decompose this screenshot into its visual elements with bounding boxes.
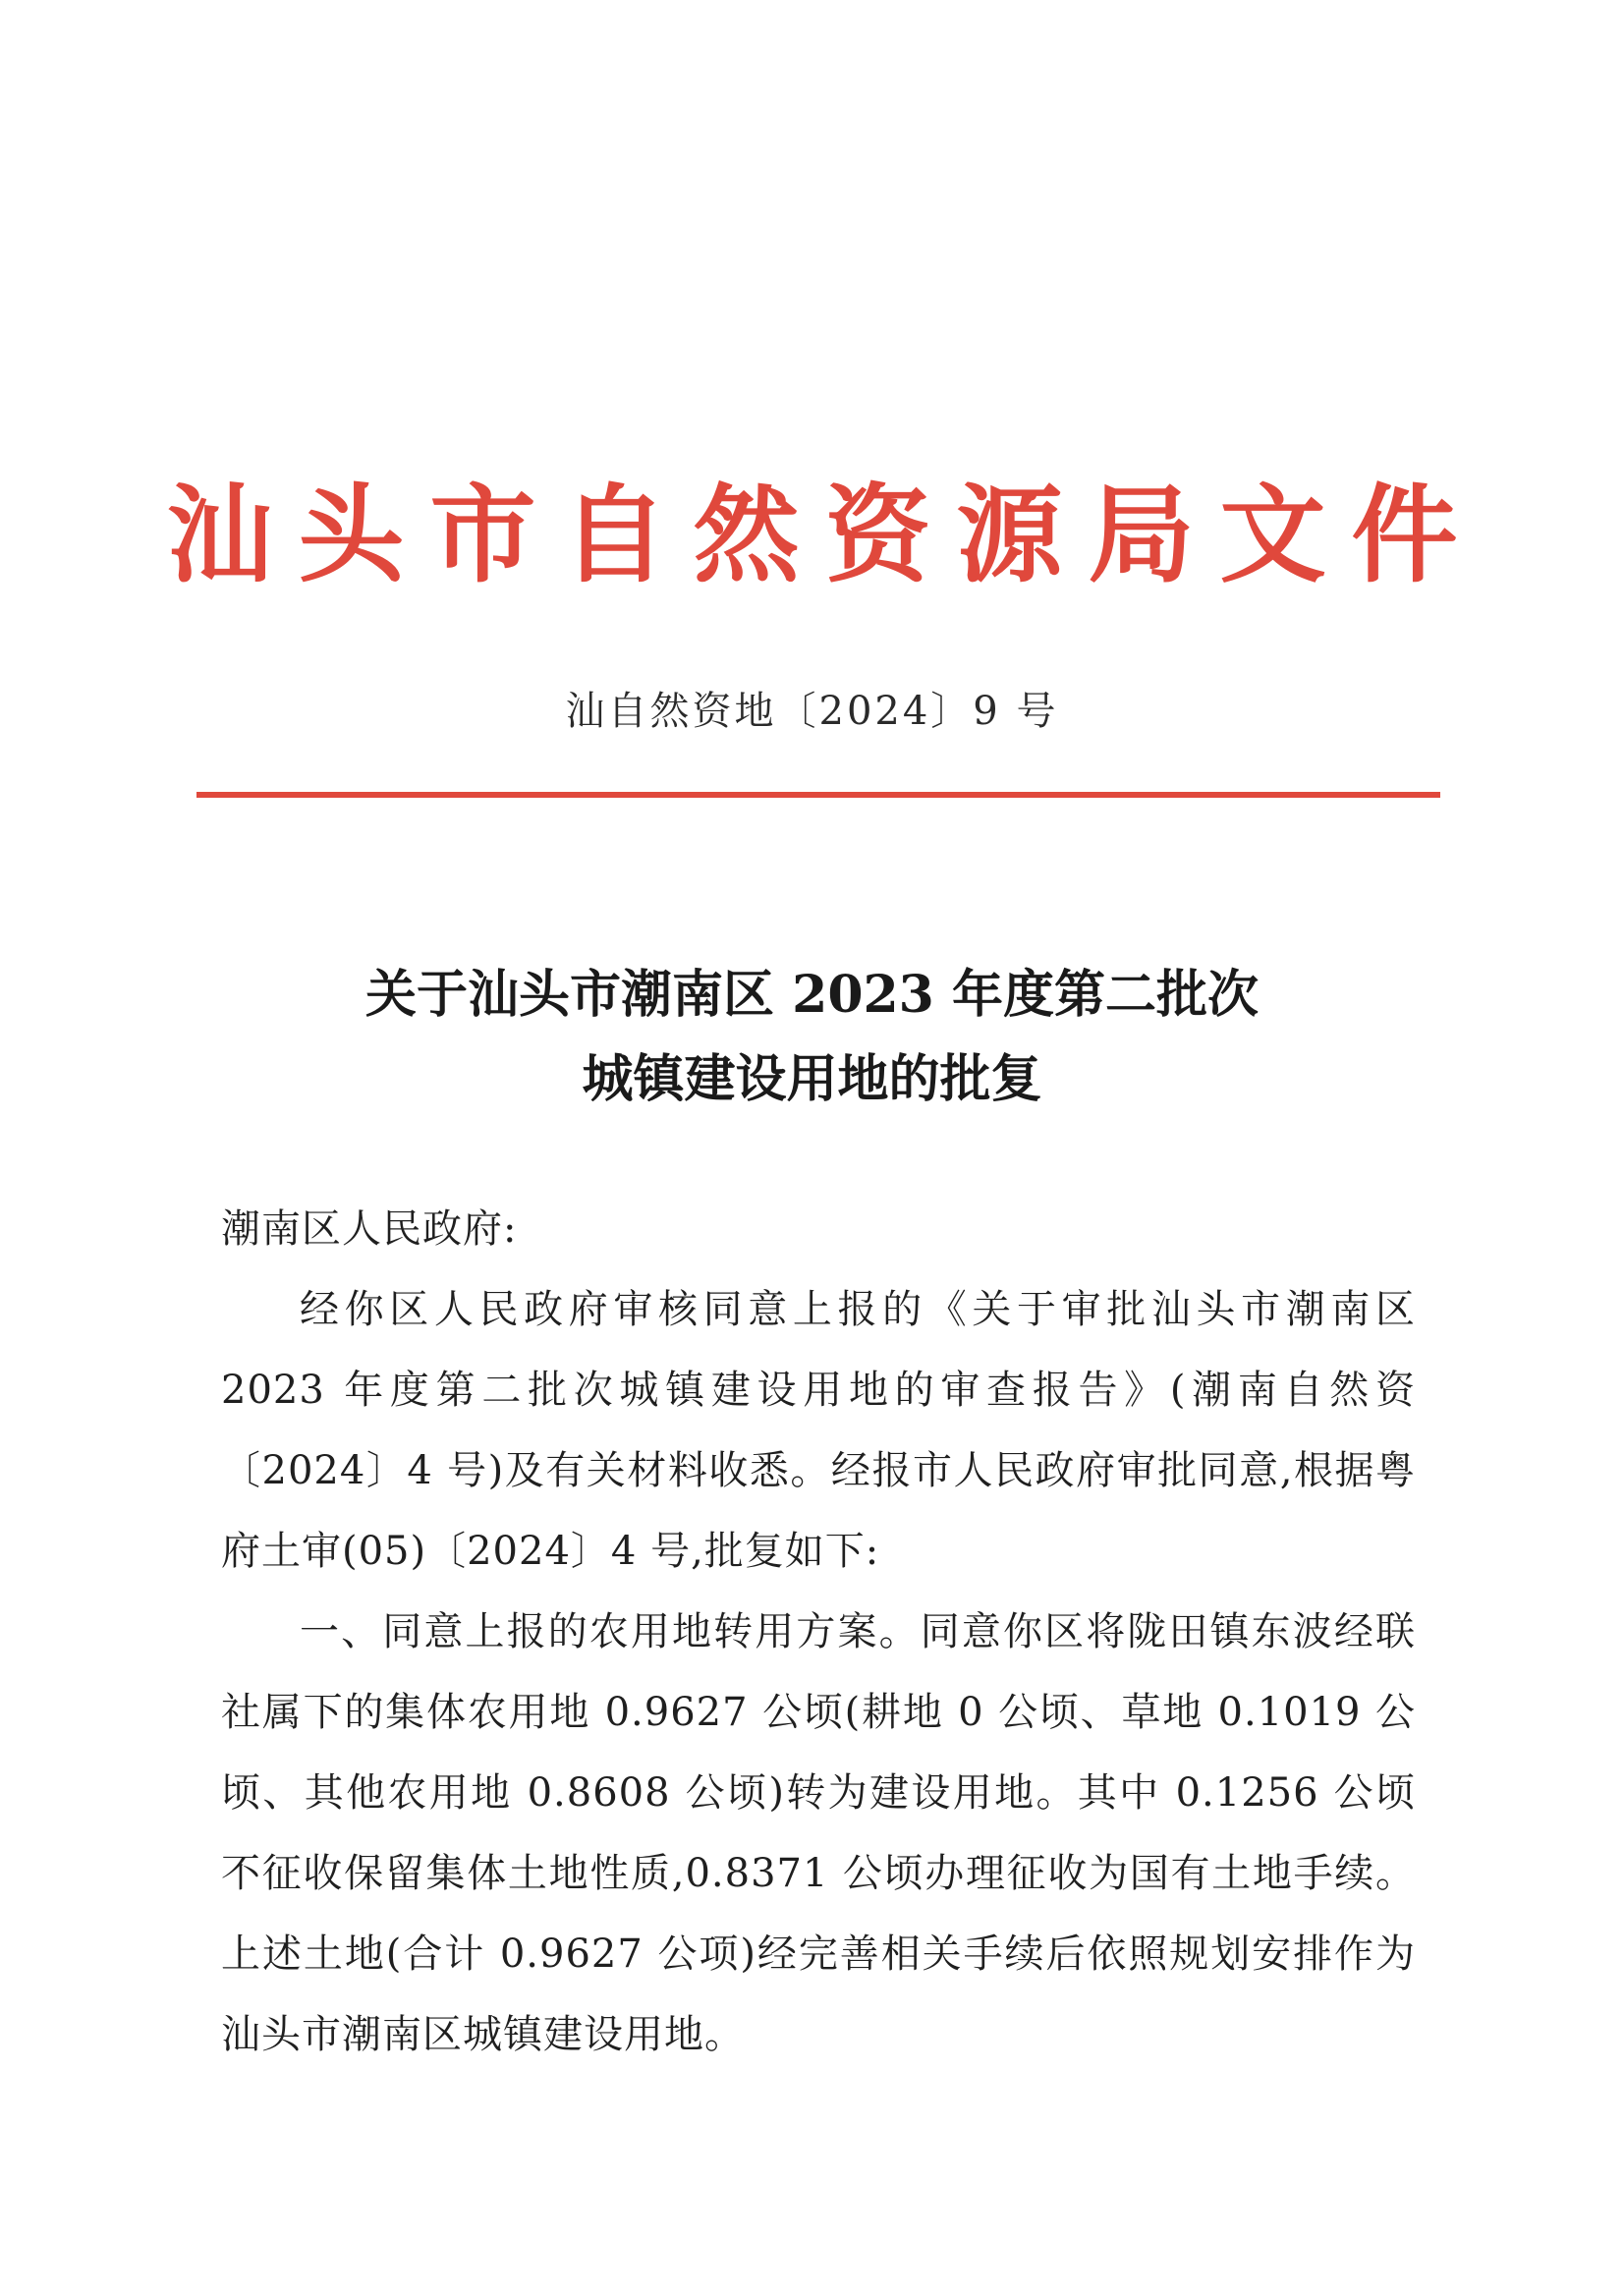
header-divider [196,792,1440,798]
salutation: 潮南区人民政府: [221,1206,518,1252]
document-number: 汕自然资地〔2024〕9 号 [565,689,1059,734]
document-title [0,953,1624,1122]
title-line-1: 关于汕头市潮南区 2023 年度第二批次 [365,965,1259,1025]
body-paragraph: 经你区人民政府审核同意上报的《关于审批汕头市潮南区 2023 年度第二批次城镇建设用地的审查报告》(潮南自然资〔2024〕4 号)及有关材料收悉。经报市人民政府审批同意,根据粤府土审(05)〔2024〕4 号,批复如下: [221,1287,1416,1574]
body-paragraph: 一、同意上报的农用地转用方案。同意你区将陇田镇东波经联社属下的集体农用地 0.9627 公顷(耕地 0 公顷、草地 0.1019 公顷、其他农用地 0.8608 公顷)转为建设用地。其中 0.1256 公顷不征收保留集体土地性质,0.8371 公顷办理征收为国有土地手续。上述土地(合计 0.9627 公项)经完善相关手续后依照规划安排作为汕头市潮南区城镇建设用地。 [221,1609,1416,2057]
document-body [221,1189,1416,2075]
agency-header-title: 汕头市自然资源局文件 [166,474,1484,597]
title-line-2: 城镇建设用地的批复 [582,1049,1042,1109]
